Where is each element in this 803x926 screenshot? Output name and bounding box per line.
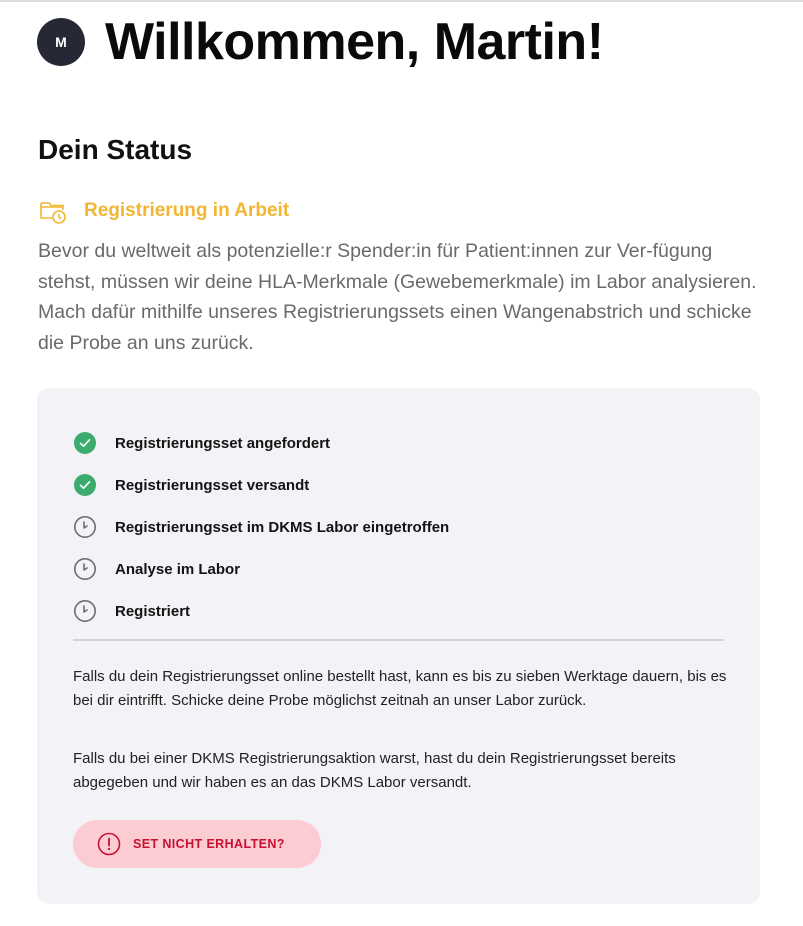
step-item [73,464,449,506]
avatar-initial: M [55,34,67,50]
step-label: Registriert [115,602,191,620]
step-item [73,590,449,632]
step-label: Analyse im Labor [115,560,241,578]
progress-steps [73,422,449,632]
check-circle-icon [73,431,97,455]
avatar[interactable] [37,18,85,66]
check-circle-icon [73,473,97,497]
info-note-online-order: Falls du dein Registrierungsset online bestellt hast, kann es bis zu sieben Werktage dauern, bis es bei dir eintrifft. Schicke deine Probe möglichst zeitnah an unser Labor zurück. [73,668,727,709]
status-indicator [38,196,289,226]
step-item [73,506,449,548]
welcome-header [37,14,604,70]
step-item [73,422,449,464]
step-label: Registrierungsset im DKMS Labor eingetroffen [115,518,450,536]
status-label: Registrierung in Arbeit [84,200,290,221]
step-label: Registrierungsset versandt [115,476,310,494]
step-item [73,548,449,590]
top-border [0,0,803,2]
set-not-received-label: SET NICHT ERHALTEN? [133,837,285,851]
divider [73,639,724,641]
clock-icon [73,557,97,581]
status-section-title: Dein Status [38,134,193,165]
set-not-received-button[interactable] [73,820,321,868]
step-label: Registrierungsset angefordert [115,434,331,452]
exclamation-circle-icon [97,832,121,856]
info-note-registration-event: Falls du bei einer DKMS Registrierungsaktion warst, hast du dein Registrierungsset bereits abgegeben und wir haben es an das DKMS Labor versandt. [73,750,676,791]
status-description: Bevor du weltweit als potenzielle:r Spender:in für Patient:innen zur Ver-fügung stehst, müssen wir deine HLA-Merkmale (Gewebemerkmale) im Labor analysieren. Mach dafür mithilfe unseres Registrierungssets einen Wangenabstrich und schicke die Probe an uns zurück. [38,240,757,354]
page-title: Willkommen, Martin! [105,13,604,71]
clock-icon [73,599,97,623]
folder-clock-icon [38,196,68,226]
registration-progress-card [37,388,760,904]
clock-icon [73,515,97,539]
